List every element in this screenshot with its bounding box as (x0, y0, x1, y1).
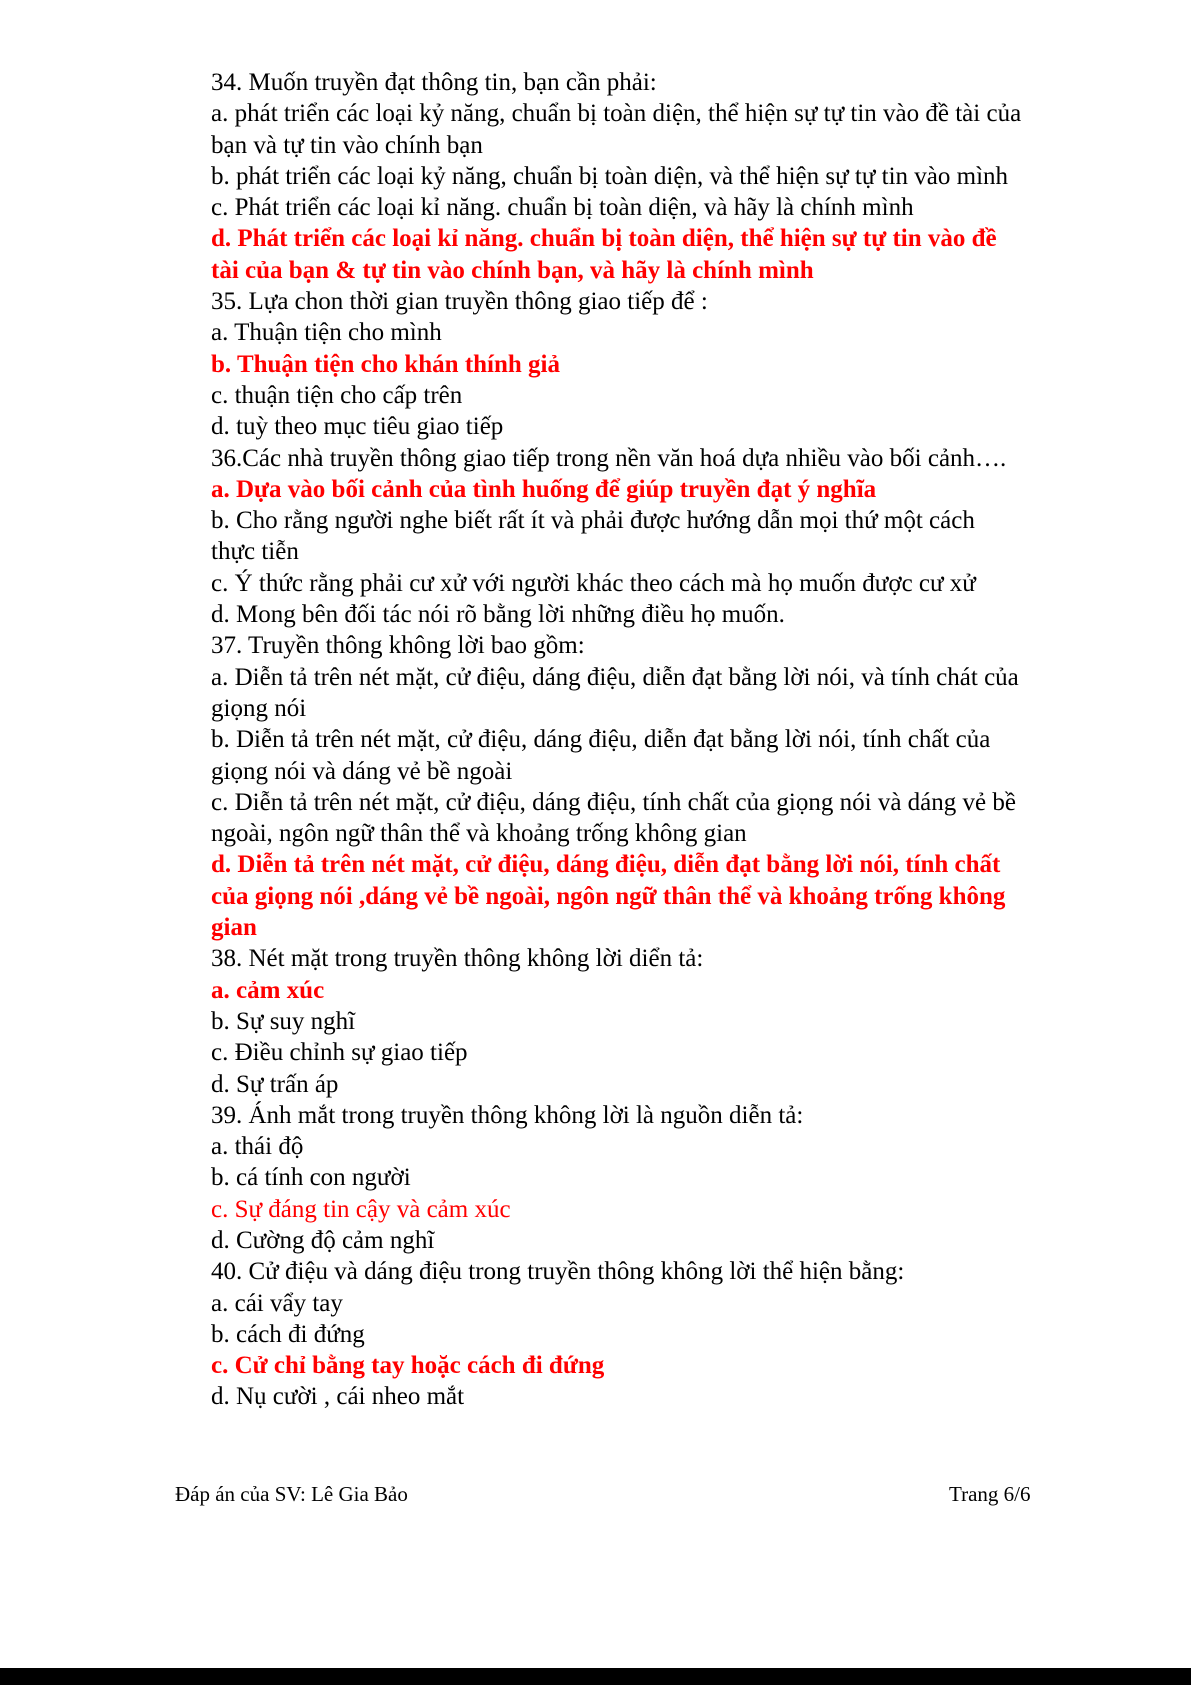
answer-option-text: a. Dựa vào bối cảnh của tình huống để giúp truyền đạt ý nghĩa (211, 475, 877, 503)
answer-option-text: b. phát triển các loại kỷ năng, chuẩn bị toàn diện, và thể hiện sự tự tin vào mình (211, 162, 1009, 190)
answer-option (211, 1381, 1111, 1412)
answer-option-text-continued: của giọng nói ,dáng vẻ bề ngoài, ngôn ngữ thân thể và khoảng trống không (211, 882, 1006, 910)
answer-option-text-continued: tài của bạn & tự tin vào chính bạn, và hãy là chính mình (211, 256, 814, 284)
question-prompt: 40. Cử điệu và dáng điệu trong truyền thông không lời thể hiện bằng: (211, 1258, 905, 1286)
answer-option-text: a. cái vẩy tay (211, 1289, 343, 1317)
answer-option (211, 1131, 1111, 1162)
question-prompt: 37. Truyền thông không lời bao gồm: (211, 632, 585, 660)
question-prompt: 38. Nét mặt trong truyền thông không lời diển tả: (211, 945, 704, 973)
answer-option-text: d. Cường độ cảm nghĩ (211, 1226, 435, 1254)
answer-option-text: b. cá tính con người (211, 1164, 411, 1192)
answer-option-text: b. Cho rằng người nghe biết rất ít và phải được hướng dẫn mọi thứ một cách (211, 507, 975, 535)
answer-option-text-continued: giọng nói (211, 694, 307, 722)
question-prompt: 39. Ánh mắt trong truyền thông không lời là nguồn diễn tả: (211, 1101, 804, 1129)
answer-option-text: c. Ý thức rằng phải cư xử với người khác theo cách mà họ muốn được cư xử (211, 569, 976, 597)
answer-option-text: d. Phát triển các loại kỉ năng. chuẩn bị toàn diện, thể hiện sự tự tin vào đề (211, 225, 997, 253)
answer-option-text: d. tuỳ theo mục tiêu giao tiếp (211, 413, 504, 441)
answer-option (211, 98, 1111, 161)
answer-option-text: c. Phát triển các loại kỉ năng. chuẩn bị toàn diện, và hãy là chính mình (211, 194, 914, 222)
answer-option-correct (211, 223, 1111, 286)
answer-option-correct (211, 1194, 1111, 1225)
answer-option-text: a. thái độ (211, 1133, 304, 1161)
answer-option (211, 1069, 1111, 1100)
answer-option-correct (211, 849, 1111, 943)
answer-option-text-continued: gian (211, 914, 257, 942)
question-q38 (211, 943, 1111, 1099)
answer-option (211, 317, 1111, 348)
answer-option (211, 662, 1111, 725)
answer-option-text-continued: giọng nói và dáng vẻ bề ngoài (211, 757, 513, 785)
answer-option-text: d. Mong bên đối tác nói rõ bằng lời những điều họ muốn. (211, 601, 785, 629)
answer-option-correct (211, 1350, 1111, 1381)
answer-option-text: b. Sự suy nghĩ (211, 1007, 356, 1035)
question-prompt: 36.Các nhà truyền thông giao tiếp trong nền văn hoá dựa nhiều vào bối cảnh…. (211, 444, 1007, 472)
answer-option-text: a. phát triển các loại kỷ năng, chuẩn bị toàn diện, thể hiện sự tự tin vào đề tài của (211, 100, 1022, 128)
answer-option (211, 787, 1111, 850)
answer-option (211, 192, 1111, 223)
answer-option (211, 1006, 1111, 1037)
answer-option (211, 161, 1111, 192)
answer-option-correct (211, 975, 1111, 1006)
answer-option-text: d. Sự trấn áp (211, 1070, 339, 1098)
answer-option (211, 1319, 1111, 1350)
answer-option (211, 1037, 1111, 1068)
footer-page-number: Trang 6/6 (949, 1482, 1031, 1506)
question-prompt: 35. Lựa chon thời gian truyền thông giao tiếp để : (211, 288, 708, 316)
bottom-black-bar (0, 1668, 1191, 1685)
answer-option (211, 599, 1111, 630)
answer-option-text-continued: bạn và tự tin vào chính bạn (211, 131, 483, 159)
answer-option (211, 568, 1111, 599)
answer-option (211, 1225, 1111, 1256)
answer-option (211, 380, 1111, 411)
question-q36 (211, 443, 1111, 631)
answer-option-text: d. Nụ cười , cái nheo mắt (211, 1383, 465, 1411)
answer-option (211, 1288, 1111, 1319)
footer-student: Đáp án của SV: Lê Gia Bảo (175, 1482, 408, 1506)
answer-option-text: a. cảm xúc (211, 976, 325, 1004)
answer-option-text-continued: thực tiễn (211, 538, 299, 566)
answer-option-text: b. Thuận tiện cho khán thính giả (211, 350, 560, 378)
answer-option-text: c. Diễn tả trên nét mặt, cử điệu, dáng điệu, tính chất của giọng nói và dáng vẻ bề (211, 788, 1016, 816)
answer-option-text: c. Cử chỉ bằng tay hoặc cách đi đứng (211, 1352, 605, 1380)
question-list (211, 67, 1111, 1413)
answer-option-text: d. Diễn tả trên nét mặt, cử điệu, dáng điệu, diễn đạt bằng lời nói, tính chất (211, 851, 1001, 879)
answer-option-text-continued: ngoài, ngôn ngữ thân thể và khoảng trống không gian (211, 820, 747, 848)
answer-option (211, 724, 1111, 787)
answer-option-correct (211, 349, 1111, 380)
answer-option-text: c. thuận tiện cho cấp trên (211, 381, 463, 409)
answer-option (211, 505, 1111, 568)
answer-option-text: c. Sự đáng tin cậy và cảm xúc (211, 1195, 511, 1223)
question-q35 (211, 286, 1111, 442)
question-q39 (211, 1100, 1111, 1256)
question-q34 (211, 67, 1111, 286)
question-prompt: 34. Muốn truyền đạt thông tin, bạn cần phải: (211, 69, 657, 96)
answer-option-text: a. Diễn tả trên nét mặt, cử điệu, dáng điệu, diễn đạt bằng lời nói, và tính chát của (211, 663, 1019, 691)
answer-option-text: c. Điều chỉnh sự giao tiếp (211, 1039, 468, 1067)
answer-option (211, 1162, 1111, 1193)
answer-option-text: b. cách đi đứng (211, 1320, 365, 1348)
answer-option-correct (211, 474, 1111, 505)
answer-option (211, 411, 1111, 442)
question-q40 (211, 1256, 1111, 1412)
answer-option-text: a. Thuận tiện cho mình (211, 319, 442, 347)
question-q37 (211, 630, 1111, 943)
answer-option-text: b. Diễn tả trên nét mặt, cử điệu, dáng điệu, diễn đạt bằng lời nói, tính chất của (211, 726, 991, 754)
